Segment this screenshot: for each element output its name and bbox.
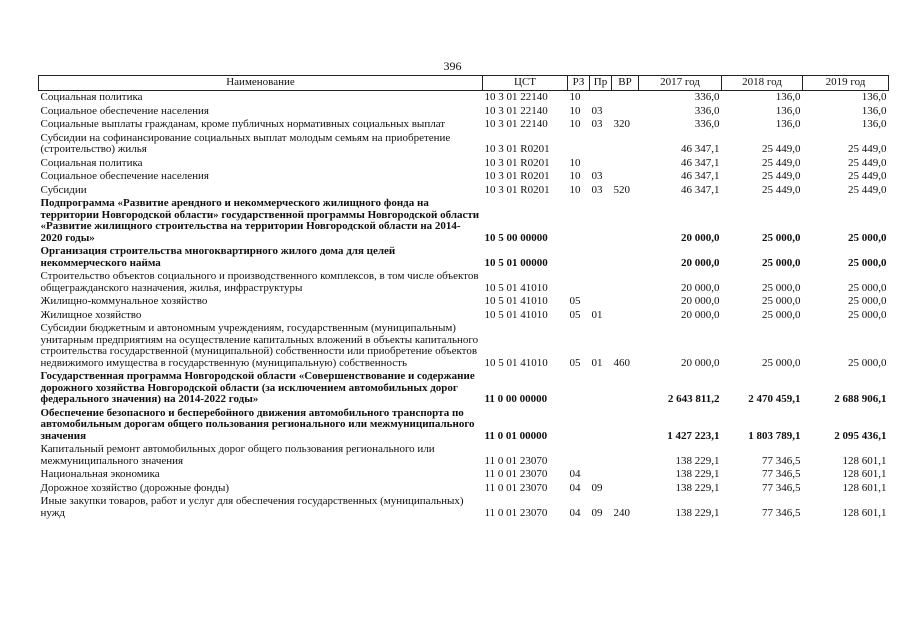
cell-2018: 136,0 — [775, 104, 801, 117]
col-header-pr: Пр — [590, 76, 612, 91]
cell-name: Государственная программа Новгородской области «Совершенствование и содержание дорожного хозяйства Новгородской области (за исключением автомобильных дорог федерального значения) на 2014-2022 годы» — [40, 370, 475, 405]
cell-2019: 25 000,0 — [848, 295, 887, 307]
cell-2019: 25 000,0 — [848, 231, 887, 244]
cell-2017: 20 000,0 — [681, 281, 720, 294]
cell-2018: 25 000,0 — [762, 295, 801, 307]
cell-code: 11 0 01 23070 — [484, 506, 548, 519]
cell-2018: 2 470 459,1 — [748, 393, 801, 405]
cell-2019: 25 000,0 — [848, 308, 887, 321]
cell-code: 10 3 01 R0201 — [484, 143, 550, 155]
cell-2019: 136,0 — [861, 104, 887, 117]
col-header-rz: РЗ — [568, 76, 590, 91]
cell-name: Субсидии бюджетным и автономным учреждениям, государственным (муниципальным) унитарным предприятиям на осуществление капитальных вложений в объекты капитального строительства государственной (муниципальной) собственности или приобретение объектов недвижимого имущества в государственную (муниципальную) собственность — [40, 322, 479, 369]
cell-2017: 138 229,1 — [675, 454, 720, 467]
cell-vr: 520 — [613, 183, 630, 196]
cell-pr: 03 — [591, 183, 603, 196]
table-row — [39, 157, 889, 171]
cell-name: Иные закупки товаров, работ и услуг для обеспечения государственных (муниципальных) нужд — [40, 495, 464, 519]
cell-rz: 10 — [569, 104, 581, 117]
cell-vr — [612, 468, 639, 482]
table-row — [39, 118, 889, 132]
cell-2018: 25 000,0 — [762, 356, 801, 369]
cell-name: Строительство объектов социального и производственного комплексов, в том числе объектов общегражданского назначения, жилья, инфраструктуры — [40, 270, 479, 294]
cell-2018: 136,0 — [775, 91, 801, 103]
cell-vr — [612, 197, 639, 245]
cell-2017: 46 347,1 — [681, 143, 720, 155]
cell-rz: 05 — [569, 295, 581, 307]
table-row — [39, 443, 889, 468]
cell-rz — [568, 270, 590, 295]
cell-rz: 04 — [569, 481, 581, 494]
cell-pr: 09 — [591, 481, 603, 494]
cell-code: 10 3 01 R0201 — [484, 183, 550, 196]
cell-code: 11 0 01 23070 — [484, 468, 548, 480]
cell-2017: 336,0 — [694, 91, 720, 103]
cell-rz — [568, 407, 590, 444]
cell-rz: 10 — [569, 183, 581, 196]
cell-name: Капитальный ремонт автомобильных дорог общего пользования регионального или межмуниципального значения — [40, 443, 435, 467]
table-body — [39, 91, 889, 521]
cell-pr: 01 — [591, 356, 603, 369]
cell-vr — [612, 132, 639, 157]
cell-name: Национальная экономика — [40, 468, 160, 480]
cell-2017: 20 000,0 — [681, 256, 720, 269]
table-row — [39, 468, 889, 482]
cell-vr — [612, 443, 639, 468]
cell-name: Социальные выплаты гражданам, кроме публичных нормативных социальных выплат — [40, 118, 446, 130]
cell-2018: 77 346,5 — [762, 481, 801, 494]
cell-name: Дорожное хозяйство (дорожные фонды) — [40, 481, 230, 494]
cell-code: 10 5 01 41010 — [484, 295, 548, 307]
cell-pr — [590, 407, 612, 444]
cell-rz — [568, 245, 590, 270]
col-header-2018: 2018 год — [722, 76, 803, 91]
table-row — [39, 270, 889, 295]
table-row — [39, 245, 889, 270]
cell-pr — [590, 91, 612, 105]
cell-2019: 128 601,1 — [842, 506, 887, 519]
cell-2018: 1 803 789,1 — [748, 429, 801, 442]
cell-code: 10 5 01 00000 — [484, 256, 548, 269]
col-header-name: Наименование — [39, 76, 483, 91]
cell-pr — [590, 132, 612, 157]
cell-code: 11 0 00 00000 — [484, 393, 548, 405]
cell-pr: 09 — [591, 506, 603, 519]
cell-code: 10 5 01 41010 — [484, 281, 548, 294]
cell-2018: 25 449,0 — [762, 183, 801, 196]
cell-name: Обеспечение безопасного и бесперебойного движения автомобильного транспорта по автомобильным дорогам общего пользования регионального или межмуниципального значения — [40, 406, 475, 442]
cell-vr — [612, 370, 639, 407]
cell-code: 11 0 01 00000 — [484, 429, 548, 442]
cell-vr — [612, 270, 639, 295]
cell-code: 10 5 00 00000 — [484, 231, 548, 244]
cell-rz: 10 — [569, 156, 581, 169]
cell-rz: 04 — [569, 506, 581, 519]
cell-2017: 20 000,0 — [681, 308, 720, 321]
cell-name: Подпрограмма «Развитие арендного и некоммерческого жилищного фонда на территории Новгородской области» государственной программы Новгородской области «Развитие жилищного строительства на территории Новгородской области на 2014-2020 годы» — [40, 197, 480, 244]
cell-2017: 46 347,1 — [681, 156, 720, 169]
cell-vr — [612, 309, 639, 323]
cell-vr: 320 — [613, 118, 630, 130]
cell-name: Социальная политика — [40, 156, 143, 169]
cell-2019: 2 688 906,1 — [834, 393, 887, 405]
cell-rz: 05 — [569, 356, 581, 369]
cell-2017: 20 000,0 — [681, 356, 720, 369]
cell-2018: 25 000,0 — [762, 256, 801, 269]
col-header-vr: ВР — [612, 76, 639, 91]
cell-2019: 25 000,0 — [848, 281, 887, 294]
cell-2017: 138 229,1 — [675, 468, 720, 480]
cell-code: 11 0 01 23070 — [484, 481, 548, 494]
table-row — [39, 184, 889, 198]
cell-name: Субсидии — [40, 183, 87, 196]
cell-vr: 240 — [613, 506, 630, 519]
cell-pr: 01 — [591, 308, 603, 321]
table-row — [39, 170, 889, 184]
cell-2017: 46 347,1 — [681, 183, 720, 196]
cell-2019: 128 601,1 — [842, 468, 887, 480]
cell-2019: 25 449,0 — [848, 156, 887, 169]
cell-rz: 04 — [569, 468, 581, 480]
cell-name: Жилищно-коммунальное хозяйство — [40, 295, 208, 307]
table-row — [39, 309, 889, 323]
cell-pr: 03 — [591, 170, 603, 182]
cell-rz — [568, 370, 590, 407]
table-row — [39, 495, 889, 520]
cell-code: 11 0 01 23070 — [484, 454, 548, 467]
cell-rz: 10 — [569, 91, 581, 103]
cell-2018: 77 346,5 — [762, 468, 801, 480]
cell-2019: 25 449,0 — [848, 183, 887, 196]
cell-2019: 136,0 — [861, 91, 887, 103]
cell-2017: 138 229,1 — [675, 481, 720, 494]
cell-rz: 10 — [569, 118, 581, 130]
cell-2017: 46 347,1 — [681, 170, 720, 182]
cell-2018: 77 346,5 — [762, 506, 801, 519]
cell-code: 10 3 01 22140 — [484, 118, 548, 130]
cell-2018: 25 000,0 — [762, 281, 801, 294]
cell-rz — [568, 197, 590, 245]
cell-pr — [590, 295, 612, 309]
cell-2018: 25 449,0 — [762, 170, 801, 182]
cell-2017: 336,0 — [694, 104, 720, 117]
cell-code: 10 5 01 41010 — [484, 308, 548, 321]
cell-2019: 25 000,0 — [848, 256, 887, 269]
cell-2017: 20 000,0 — [681, 231, 720, 244]
cell-vr — [612, 407, 639, 444]
table-row — [39, 197, 889, 245]
cell-2018: 136,0 — [775, 118, 801, 130]
cell-vr — [612, 91, 639, 105]
cell-2017: 138 229,1 — [675, 506, 720, 519]
cell-pr — [590, 157, 612, 171]
table-row — [39, 407, 889, 444]
cell-code: 10 3 01 22140 — [484, 91, 548, 103]
cell-code: 10 3 01 R0201 — [484, 156, 550, 169]
col-header-code: ЦСТ — [483, 76, 568, 91]
page-number: 396 — [443, 59, 462, 73]
cell-code: 10 5 01 41010 — [484, 356, 548, 369]
cell-2018: 25 000,0 — [762, 308, 801, 321]
table-row — [39, 105, 889, 119]
cell-vr — [612, 295, 639, 309]
cell-2019: 25 449,0 — [848, 143, 887, 155]
cell-vr — [612, 245, 639, 270]
cell-rz — [568, 443, 590, 468]
cell-2019: 136,0 — [861, 118, 887, 130]
cell-2019: 25 000,0 — [848, 356, 887, 369]
cell-2019: 128 601,1 — [842, 481, 887, 494]
cell-2018: 25 449,0 — [762, 143, 801, 155]
cell-rz — [568, 132, 590, 157]
cell-name: Социальное обеспечение населения — [40, 170, 209, 182]
cell-2019: 2 095 436,1 — [834, 429, 887, 442]
cell-code: 10 3 01 R0201 — [484, 170, 550, 182]
budget-table — [38, 75, 889, 520]
cell-name: Социальное обеспечение населения — [40, 104, 209, 117]
cell-vr — [612, 170, 639, 184]
cell-pr — [590, 197, 612, 245]
table-row — [39, 322, 889, 370]
cell-2018: 25 449,0 — [762, 156, 801, 169]
cell-code: 10 3 01 22140 — [484, 104, 548, 117]
cell-pr: 03 — [591, 104, 603, 117]
cell-2018: 77 346,5 — [762, 454, 801, 467]
table-row — [39, 132, 889, 157]
cell-rz: 05 — [569, 308, 581, 321]
cell-pr — [590, 270, 612, 295]
table-row — [39, 295, 889, 309]
cell-pr — [590, 443, 612, 468]
cell-pr: 03 — [591, 118, 603, 130]
col-header-2019: 2019 год — [803, 76, 889, 91]
cell-2019: 128 601,1 — [842, 454, 887, 467]
cell-2017: 20 000,0 — [681, 295, 720, 307]
cell-pr — [590, 370, 612, 407]
table-row — [39, 370, 889, 407]
col-header-2017: 2017 год — [639, 76, 722, 91]
cell-2018: 25 000,0 — [762, 231, 801, 244]
cell-name: Организация строительства многоквартирного жилого дома для целей некоммерческого найма — [40, 245, 396, 269]
table-row — [39, 91, 889, 105]
cell-2017: 336,0 — [694, 118, 720, 130]
cell-vr — [612, 157, 639, 171]
cell-rz: 10 — [569, 170, 581, 182]
cell-pr — [590, 245, 612, 270]
cell-name: Жилищное хозяйство — [40, 308, 142, 321]
cell-2017: 1 427 223,1 — [667, 429, 720, 442]
table-header-row — [39, 76, 889, 91]
cell-2019: 25 449,0 — [848, 170, 887, 182]
cell-pr — [590, 468, 612, 482]
cell-name: Социальная политика — [40, 91, 143, 103]
table-row — [39, 482, 889, 496]
cell-name: Субсидии на софинансирование социальных выплат молодым семьям на приобретение (строительство) жилья — [40, 131, 451, 155]
cell-vr — [612, 105, 639, 119]
cell-2017: 2 643 811,2 — [667, 393, 720, 405]
cell-vr — [612, 482, 639, 496]
cell-vr: 460 — [613, 356, 630, 369]
